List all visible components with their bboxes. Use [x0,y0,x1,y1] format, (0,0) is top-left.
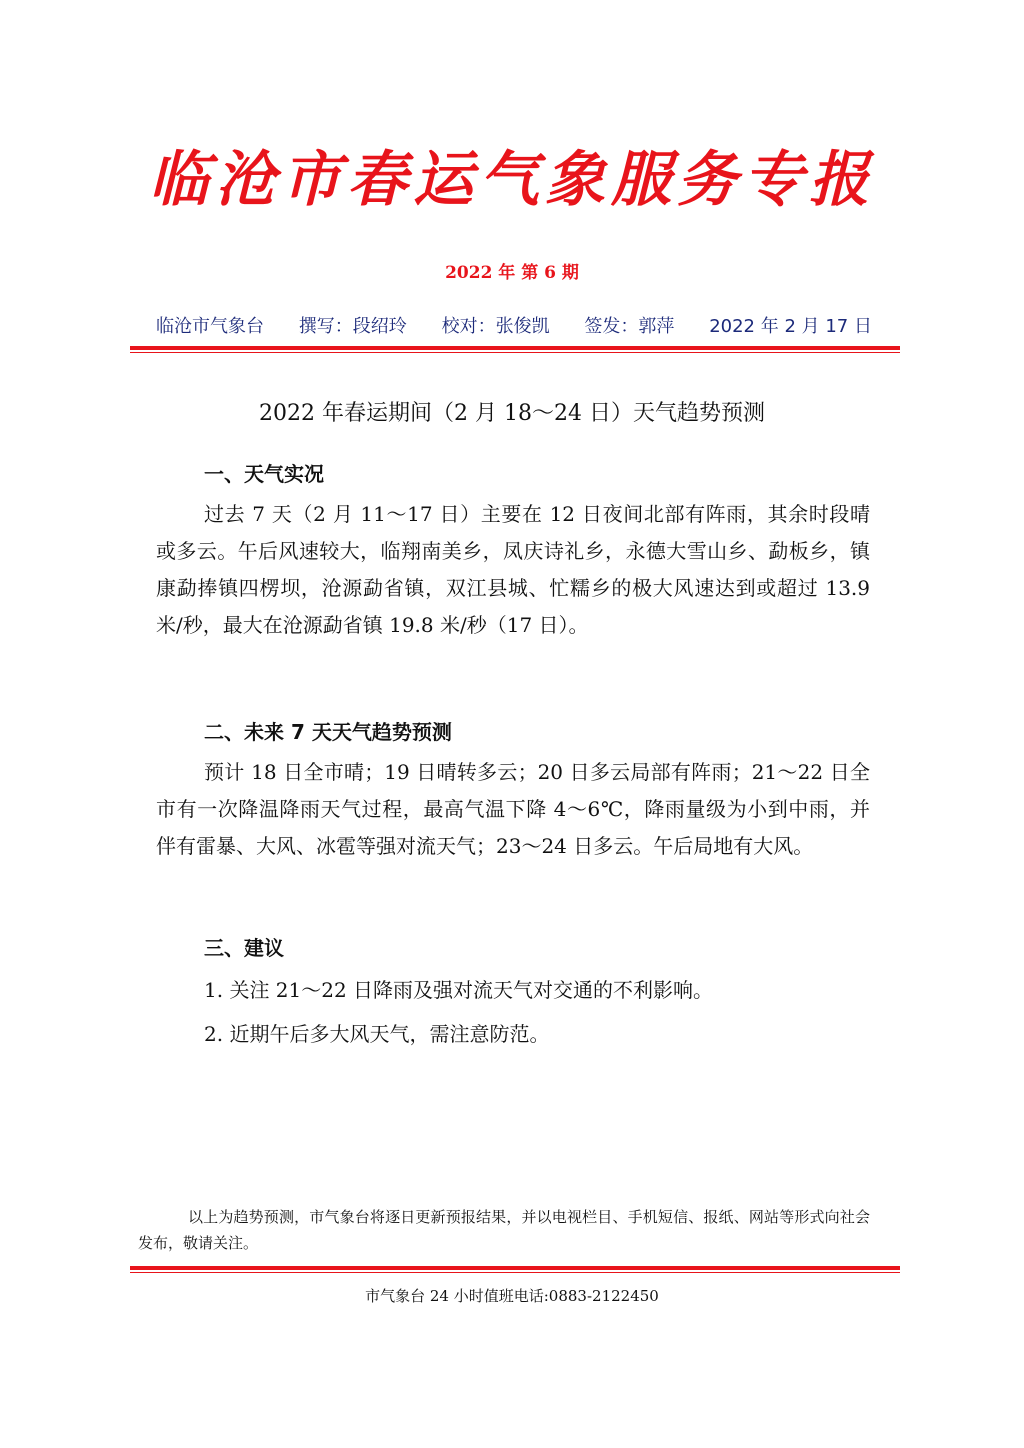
byline-proofreader: 校对：张俊凯 [441,316,550,337]
suggestion-item-2: 2. 近期午后多大风天气，需注意防范。 [204,1022,550,1046]
footer-note: 以上为趋势预测，市气象台将逐日更新预报结果，并以电视栏目、手机短信、报纸、网站等形式向社会发布，敬请关注。 [138,1208,870,1252]
hotline: 市气象台 24 小时值班电话:0883-2122450 [365,1287,659,1305]
masthead-title: 临沧市春运气象服务专报 [149,145,875,215]
section-heading-suggestions: 三、建议 [204,936,284,960]
byline-issuer: 签发：郭萍 [584,316,675,337]
document-title: 2022 年春运期间（2 月 18～24 日）天气趋势预测 [259,401,765,426]
byline-writer: 撰写：段绍玲 [298,316,407,337]
section-heading-observations: 一、天气实况 [204,462,324,486]
byline-date: 2022 年 2 月 17 日 [709,316,872,337]
section-heading-forecast: 二、未来 7 天天气趋势预测 [204,720,452,744]
section-body-observations: 过去 7 天（2 月 11～17 日）主要在 12 日夜间北部有阵雨，其余时段晴或多云。午后风速较大，临翔南美乡，凤庆诗礼乡，永德大雪山乡、勐板乡，镇康勐捧镇四楞坝，沧源勐省镇，双江县城、忙糯乡的极大风速达到或超过 13.9 米/秒，最大在沧源勐省镇 19.8 米/秒（17 日）。 [156,502,870,637]
suggestion-item-1: 1. 关注 21～22 日降雨及强对流天气对交通的不利影响。 [204,978,714,1002]
section-body-forecast: 预计 18 日全市晴；19 日晴转多云；20 日多云局部有阵雨；21～22 日全市有一次降温降雨天气过程，最高气温下降 4～6℃，降雨量级为小到中雨，并伴有雷暴、大风、冰雹等强对流天气；23～24 日多云。午后局地有大风。 [156,760,870,858]
byline-org: 临沧市气象台 [156,316,264,337]
issue-number: 2022 年 第 6 期 [445,263,579,283]
header-divider [130,346,900,353]
footer-divider [130,1266,900,1273]
byline [156,312,872,338]
